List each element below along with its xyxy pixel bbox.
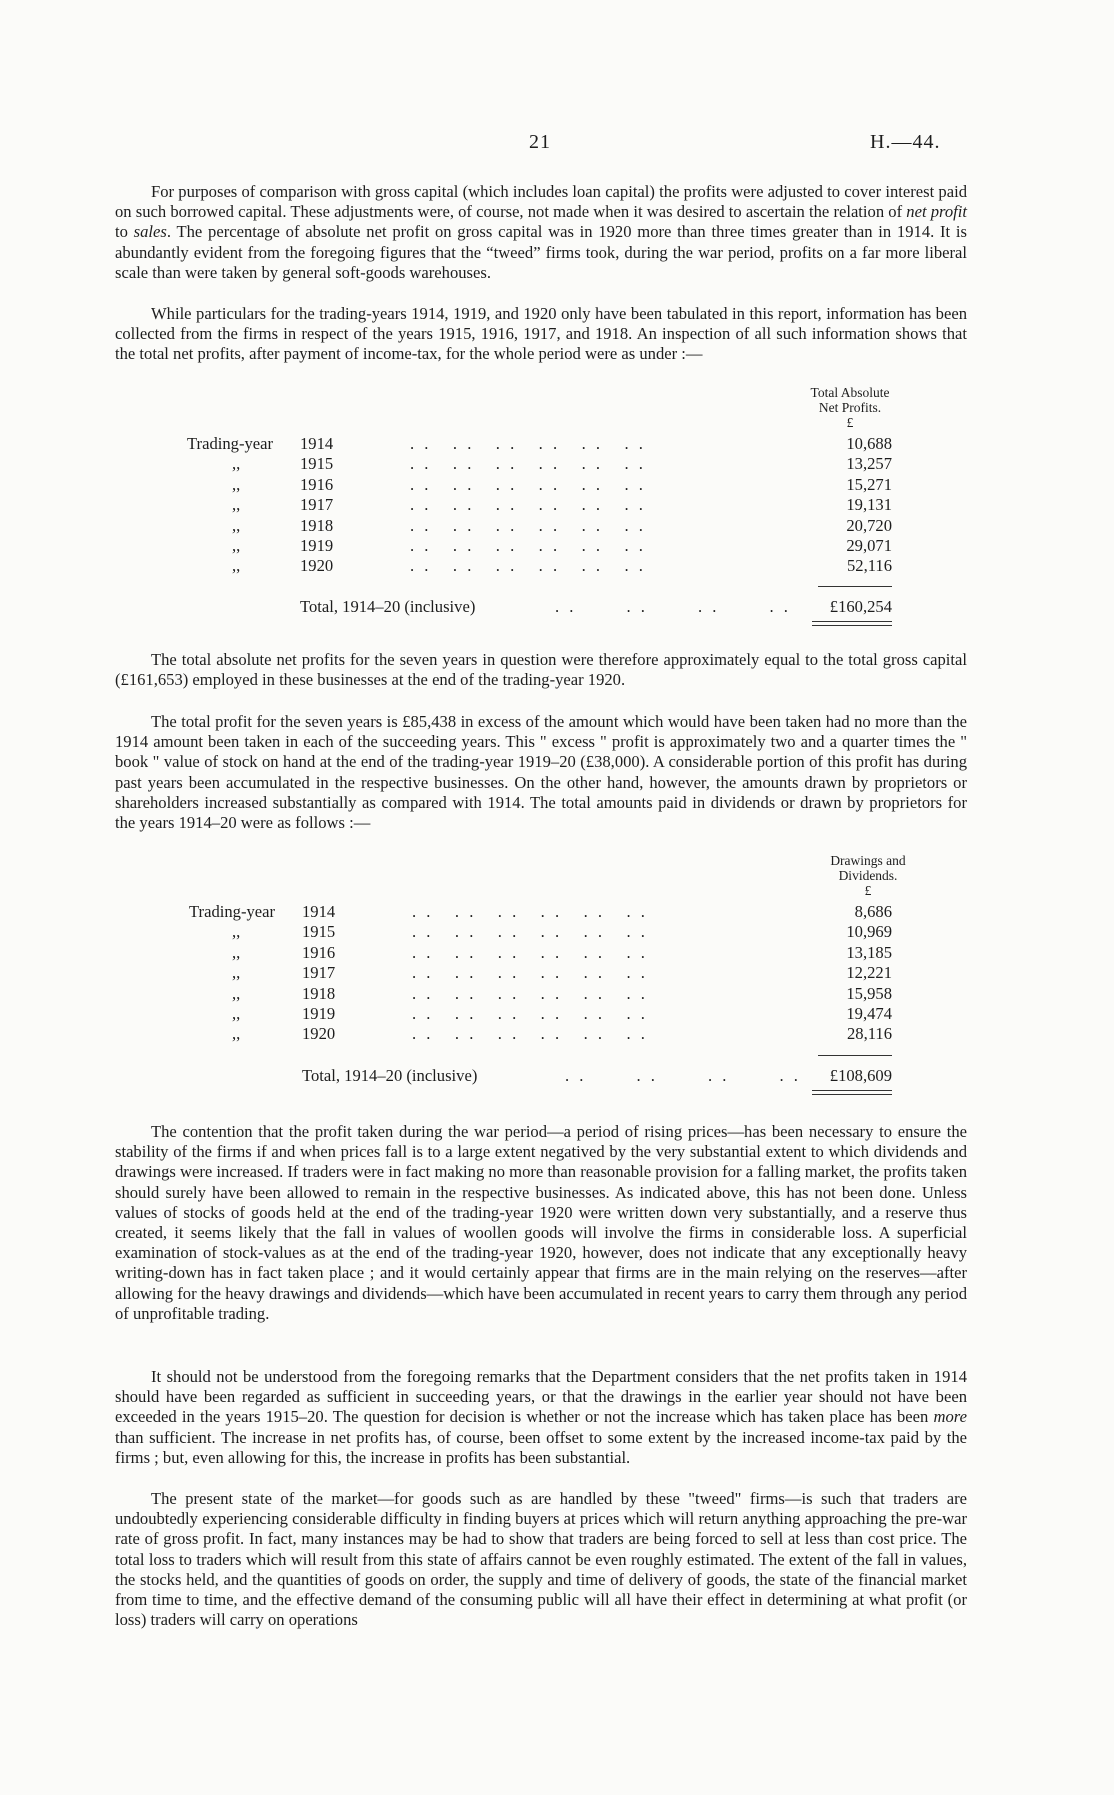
table-row	[0, 556, 1114, 576]
table-row	[0, 434, 1114, 454]
row-label: ,,	[232, 963, 241, 983]
paragraph-text: For purposes of comparison with gross capital (which includes loan capital) the profits were adjusted to cover interest paid on such borrowed capital. These adjustments were, of course, not made when it was desired to ascertain the relation of net profit to sales. The percentage of absolute net profit on gross capital was in 1920 more than three times greater than in 1914. It is abundantly evident from the foregoing figures that the “tweed” firms took, during the war period, profits on a far more liberal scale than were taken by general soft-goods warehouses.	[115, 182, 968, 282]
page-header	[0, 131, 1114, 155]
table-row	[0, 516, 1114, 536]
table1-heading	[790, 385, 910, 430]
row-year: 1914	[300, 434, 334, 453]
dot-leader: . . . . . . . . . . . .	[412, 983, 648, 1003]
table-row	[0, 495, 1114, 515]
table-row	[0, 963, 1114, 983]
dot-leader: . . . . . . . . . . . .	[410, 434, 646, 453]
dot-leader: . . . . . . . . . . . .	[412, 963, 648, 983]
row-label: ,,	[232, 515, 241, 535]
dot-leader: . . . . . . . . . . . .	[410, 454, 646, 474]
row-year: 1914	[302, 902, 336, 921]
row-value: 28,116	[846, 1024, 892, 1044]
dot-leader: . . . . . . . . . . . .	[410, 474, 646, 494]
total-value: £108,609	[829, 1066, 892, 1085]
row-value: 15,271	[846, 474, 892, 494]
row-year: 1920	[300, 556, 334, 576]
total-value: £160,254	[829, 597, 892, 616]
total-row	[0, 1066, 1114, 1086]
row-value: 19,474	[846, 1004, 892, 1023]
document-reference: H.—44.	[870, 131, 941, 153]
table-row	[0, 1024, 1114, 1044]
row-label: ,,	[232, 474, 241, 494]
row-label: ,,	[232, 922, 241, 942]
paragraph-excess-profit: The total profit for the seven years is £85,438 in excess of the amount which would have been taken had no more than the 1914 amount been taken in each of the succeeding years. This " excess " profit is approximately two and a quarter times the " book " value of stock on hand at the end of the trading-year 1919–20 (£38,000). A considerable portion of this profit has during past years been accumulated in the respective businesses. On the other hand, however, the amounts drawn by proprietors or shareholders increased substantially as compared with 1914. The total amounts paid in dividends or drawn by proprietors for the years 1914–20 were as follows :—	[115, 712, 967, 833]
row-year: 1916	[300, 474, 334, 494]
double-rule	[812, 1090, 892, 1095]
row-year: 1915	[300, 454, 334, 474]
row-label: ,,	[232, 536, 241, 555]
table-row	[0, 1004, 1114, 1024]
row-value: 15,958	[846, 983, 892, 1003]
row-year: 1917	[302, 963, 336, 983]
paragraph-text: It should not be understood from the foregoing remarks that the Department considers that the net profits taken in 1914 should have been regarded as sufficient in succeeding years, or that the drawings in the earlier year should not have been exceeded in the years 1915–20. The question for decision is whether or not the increase which has taken place has been more than sufficient. The increase in net profits has, of course, been offset to some extent by the increased income-tax paid by the firms ; but, even allowing for this, the increase in profits has been substantial.	[115, 1367, 967, 1467]
table1-heading-line2: Net Profits.	[818, 400, 882, 415]
table2-heading-line2: Dividends.	[838, 868, 898, 883]
table1-heading-line1: Total Absolute	[810, 385, 890, 400]
row-label: ,,	[232, 495, 241, 515]
paragraph-total-absolute: The total absolute net profits for the seven years in question were therefore approximately equal to the total gross capital (£161,653) employed in these businesses at the end of the trading-year 1920.	[115, 650, 967, 690]
row-label: ,,	[232, 942, 241, 962]
dot-leader: . . . . . . . . . . . .	[410, 536, 646, 555]
table-row	[0, 475, 1114, 495]
paragraph-comparison	[115, 182, 967, 283]
page-number: 21	[529, 131, 551, 153]
paragraph-market-state: The present state of the market—for goods such as are handled by these "tweed" firms—is such that traders are undoubtedly experiencing considerable difficulty in finding buyers at prices which will return anything approaching the pre-war rate of gross profit. In fact, many instances may be had to show that traders are being forced to sell at less than cost price. The total loss to traders which will result from this state of affairs cannot be even roughly estimated. The extent of the fall in values, the stocks held, and the quantities of goods on order, the supply and time of delivery of goods, the state of the financial market from time to time, and the effective demand of the consuming public will all have their effect in determining at what profit (or loss) traders will carry on operations	[115, 1489, 967, 1630]
row-value: 19,131	[846, 495, 892, 515]
row-value: 29,071	[846, 536, 892, 555]
paragraph-department	[115, 1367, 967, 1468]
row-label: ,,	[232, 983, 241, 1003]
row-year: 1918	[302, 983, 336, 1003]
dot-leader: . . . . . . . . . . . .	[412, 1024, 648, 1044]
row-year: 1918	[300, 515, 334, 535]
table-row	[0, 536, 1114, 556]
dot-leader: . . . . . . . . . . . .	[410, 515, 646, 535]
row-year: 1919	[300, 536, 334, 555]
dot-leader: . . . . . . . . . . . .	[412, 1004, 648, 1023]
row-year: 1917	[300, 495, 334, 515]
table2-heading-line1: Drawings and	[830, 853, 906, 868]
total-row	[0, 597, 1114, 617]
row-year: 1920	[302, 1024, 336, 1044]
row-label: Trading-year	[187, 434, 274, 453]
row-value: 13,257	[846, 454, 892, 474]
table-row	[0, 454, 1114, 474]
dot-leader: . . . . . . . .	[555, 597, 791, 616]
dot-leader: . . . . . . . . . . . .	[410, 556, 646, 576]
row-label: Trading-year	[189, 902, 276, 921]
dot-leader: . . . . . . . . . . . .	[412, 902, 648, 921]
table-row	[0, 984, 1114, 1004]
table-row	[0, 943, 1114, 963]
total-label: Total, 1914–20 (inclusive)	[300, 597, 476, 616]
row-year: 1916	[302, 942, 336, 962]
table1-heading-unit: £	[846, 415, 854, 430]
row-label: ,,	[232, 1024, 241, 1044]
row-year: 1915	[302, 922, 336, 942]
row-label: ,,	[232, 454, 241, 474]
table-row	[0, 902, 1114, 922]
row-label: ,,	[232, 556, 241, 576]
row-value: 52,116	[846, 556, 892, 576]
row-label: ,,	[232, 1004, 241, 1023]
row-value: 13,185	[846, 942, 892, 962]
table2-heading	[808, 853, 928, 898]
row-value: 8,686	[854, 902, 892, 921]
sum-rule	[818, 586, 892, 587]
row-year: 1919	[302, 1004, 336, 1023]
sum-rule	[818, 1055, 892, 1056]
paragraph-particulars: While particulars for the trading-years 1914, 1919, and 1920 only have been tabulated in this report, information has been collected from the firms in respect of the years 1915, 1916, 1917, and 1918. An inspection of all such information shows that the total net profits, after payment of income-tax, for the whole period were as under :—	[115, 304, 967, 364]
double-rule	[812, 621, 892, 626]
row-value: 20,720	[846, 515, 892, 535]
table2-heading-unit: £	[864, 883, 872, 898]
dot-leader: . . . . . . . . . . . .	[412, 922, 648, 942]
total-label: Total, 1914–20 (inclusive)	[302, 1066, 478, 1085]
row-value: 12,221	[846, 963, 892, 983]
paragraph-contention: The contention that the profit taken during the war period—a period of rising prices—has been necessary to ensure the stability of the firms if and when prices fall is to a large extent negatived by the very substantial extent to which dividends and drawings were increased. If traders were in fact making no more than reasonable provision for a falling market, the profits taken should surely have been allowed to remain in the respective businesses. As indicated above, this has not been done. Unless values of stocks of goods held at the end of the trading-year 1920 were written down very substantially, and a reserve thus created, it seems likely that the fall in values of woollen goods will involve the firms in considerable loss. A superficial examination of stock-values as at the end of the trading-year 1920, however, does not indicate that any exceptionally heavy writing-down has in fact taken place ; and it would certainly appear that firms are in the main relying on the reserves—after allowing for the heavy drawings and dividends—which have been accumulated in recent years to carry them through any period of unprofitable trading.	[115, 1122, 967, 1323]
dot-leader: . . . . . . . . . . . .	[412, 942, 648, 962]
dot-leader: . . . . . . . . . . . .	[410, 495, 646, 515]
row-value: 10,688	[846, 434, 892, 453]
table-row	[0, 922, 1114, 942]
row-value: 10,969	[846, 922, 892, 942]
dot-leader: . . . . . . . .	[565, 1066, 801, 1085]
